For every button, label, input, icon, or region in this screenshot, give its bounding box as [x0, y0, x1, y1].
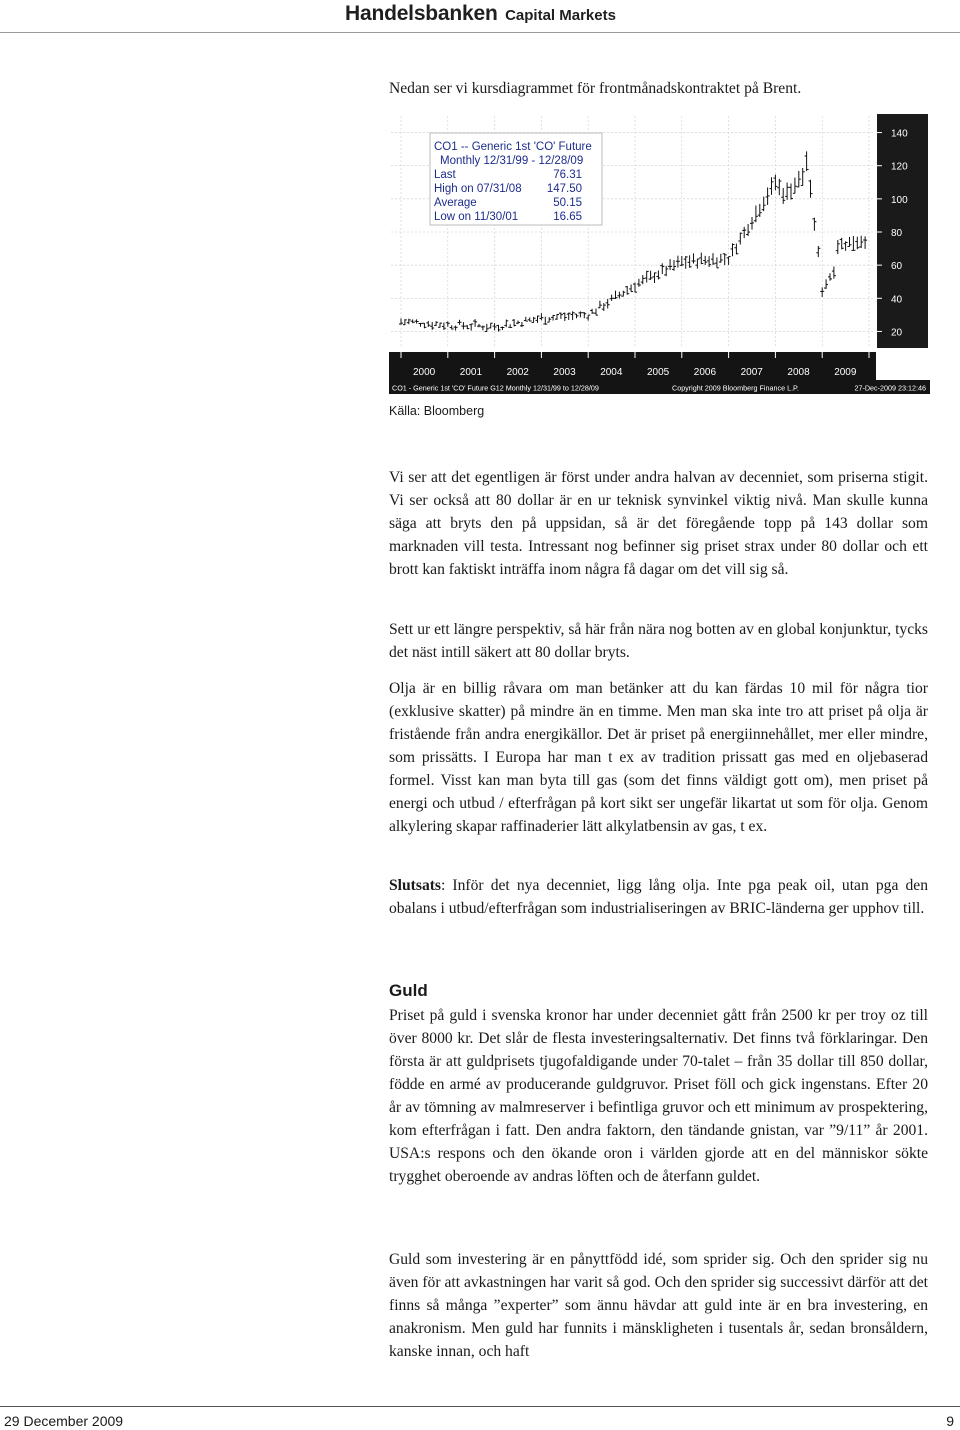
legend-label-average: Average — [434, 197, 477, 209]
legend-value-average: 50.15 — [553, 197, 582, 209]
x-tick-label: 2002 — [506, 367, 529, 378]
legend-value-low: 16.65 — [553, 211, 582, 223]
x-tick-label: 2001 — [459, 367, 483, 378]
y-tick-label: 100 — [891, 194, 908, 206]
x-tick-label: 2007 — [740, 367, 763, 378]
x-tick-label: 2009 — [834, 367, 857, 378]
x-tick-label: 2004 — [600, 367, 623, 378]
x-tick-label: 2008 — [787, 367, 810, 378]
brand-sub: Capital Markets — [505, 7, 616, 24]
x-tick-label: 2006 — [693, 367, 717, 378]
y-axis-panel — [877, 114, 928, 348]
intro-text: Nedan ser vi kursdiagrammet för frontmånadskontraktet på Brent. — [389, 80, 802, 97]
x-tick-label: 2003 — [553, 367, 576, 378]
chart-svg — [389, 112, 930, 397]
conclusion-text: : Inför det nya decenniet, ligg lång olja. Inte pga peak oil, utan pga den obalans i utbud/efterfrågan som industrialiseringen av BRIC-länderna ger upphov till. — [389, 877, 928, 917]
chart-source: Källa: Bloomberg — [389, 404, 485, 418]
page-footer — [0, 1406, 960, 1430]
y-tick-label: 40 — [891, 294, 903, 306]
page-number: 9 — [946, 1413, 954, 1429]
conclusion-label: Slutsats — [389, 877, 441, 894]
chart-footer-timestamp: 27-Dec-2009 23:12:46 — [854, 383, 926, 393]
section-title-gold: Guld — [389, 981, 428, 1000]
legend-label-low: Low on 11/30/01 — [434, 211, 519, 223]
footer-date: 29 December 2009 — [4, 1413, 124, 1429]
x-tick-label: 2005 — [647, 367, 670, 378]
brent-price-chart — [389, 112, 930, 397]
paragraph-1: Vi ser att det egentligen är först under andra halvan av decenniet, som priserna stigit. Vi ser också att 80 dollar är en ur teknisk synvinkel viktig nivå. Man skulle kunna säga att bryts den på uppsidan, så är det föregående topp på 143 dollar som marknaden vill testa. Intressant nog befinner sig priset strax under 80 dollar och ett brott kan faktiskt inträffa inom några få dagar om det vill sig så. — [389, 469, 928, 578]
paragraph-6: Guld som investering är en pånyttfödd idé, som sprider sig. Och den sprider sig nu även för att avkastningen har varit så god. Och den sprider sig successivt därför att det finns så många ”experter” som ännu hävdar att guld inte är en bra investering, en anakronism. Men guld har funnits i mänskligheten i tusentals år, sedan bronsåldern, kanske innan, och haft — [389, 1251, 928, 1360]
paragraph-4 — [389, 874, 928, 920]
y-tick-label: 120 — [891, 161, 908, 173]
legend-title: CO1 -- Generic 1st 'CO' Future — [434, 141, 592, 153]
x-tick-label: 2000 — [413, 367, 436, 378]
legend-value-last: 76.31 — [553, 169, 582, 181]
x-tick-label: 2 — [881, 367, 887, 378]
legend-label-last: Last — [434, 169, 456, 181]
y-tick-label: 80 — [891, 228, 903, 239]
brand-logo — [345, 2, 616, 26]
chart-footer-copyright: Copyright 2009 Bloomberg Finance L.P. — [672, 383, 799, 393]
paragraph-2: Sett ur ett längre perspektiv, så här från nära nog botten av en global konjunktur, tycks det näst intill säkert att 80 dollar bryts. — [389, 621, 928, 661]
paragraph-5: Priset på guld i svenska kronor har under decenniet gått från 2500 kr per troy oz till över 8000 kr. Det slår de flesta investeringsalternativ. Det finns två förklaringar. Den första är att guldprisets tjugofaldigande under 70-talet – från 35 dollar till 850 dollar, födde en armé av producerande guldgruvor. Priset föll och gick ingenstans. Efter 20 år av tömning av malmreserver i befintliga gruvor och ett minimum av prospektering, kom efterfrågan i fatt. Den andra faktorn, den tändande gnistan, var ”9/11” år 2001. USA:s respons och den ökande oron i världen gjorde att en del människor sökte trygghet oberoende av andras löften och de återfann guldet. — [389, 1007, 928, 1185]
brand-main: Handelsbanken — [345, 2, 498, 25]
page-header — [0, 0, 960, 33]
paragraph-3: Olja är en billig råvara om man betänker att du kan färdas 10 mil för några tior (exklusive skatter) på mindre än en timme. Men man ska inte tro att priset på olja är fristående från andra energikällor. Det är priset på energiinnehållet, mer eller mindre, som prissätts. I Europa har man t ex av tradition prissatt gas med en oljebaserad formel. Visst kan man byta till gas (som det finns väldigt gott om), men priset på energi och utbud / efterfrågan på kort sikt ser ungefär likartat ut som för olja. Genom alkylering skapar raffinaderier lätt alkylatbensin av gas, t ex. — [389, 680, 928, 835]
legend-range: Monthly 12/31/99 - 12/28/09 — [440, 155, 584, 167]
y-tick-label: 140 — [891, 128, 908, 140]
y-tick-label: 20 — [891, 327, 903, 339]
legend-label-high: High on 07/31/08 — [434, 183, 522, 195]
y-tick-label: 60 — [891, 261, 903, 273]
chart-footer-left: CO1 - Generic 1st 'CO' Future G12 Monthly 12/31/99 to 12/28/09 — [392, 383, 599, 393]
legend-value-high: 147.50 — [546, 183, 582, 195]
